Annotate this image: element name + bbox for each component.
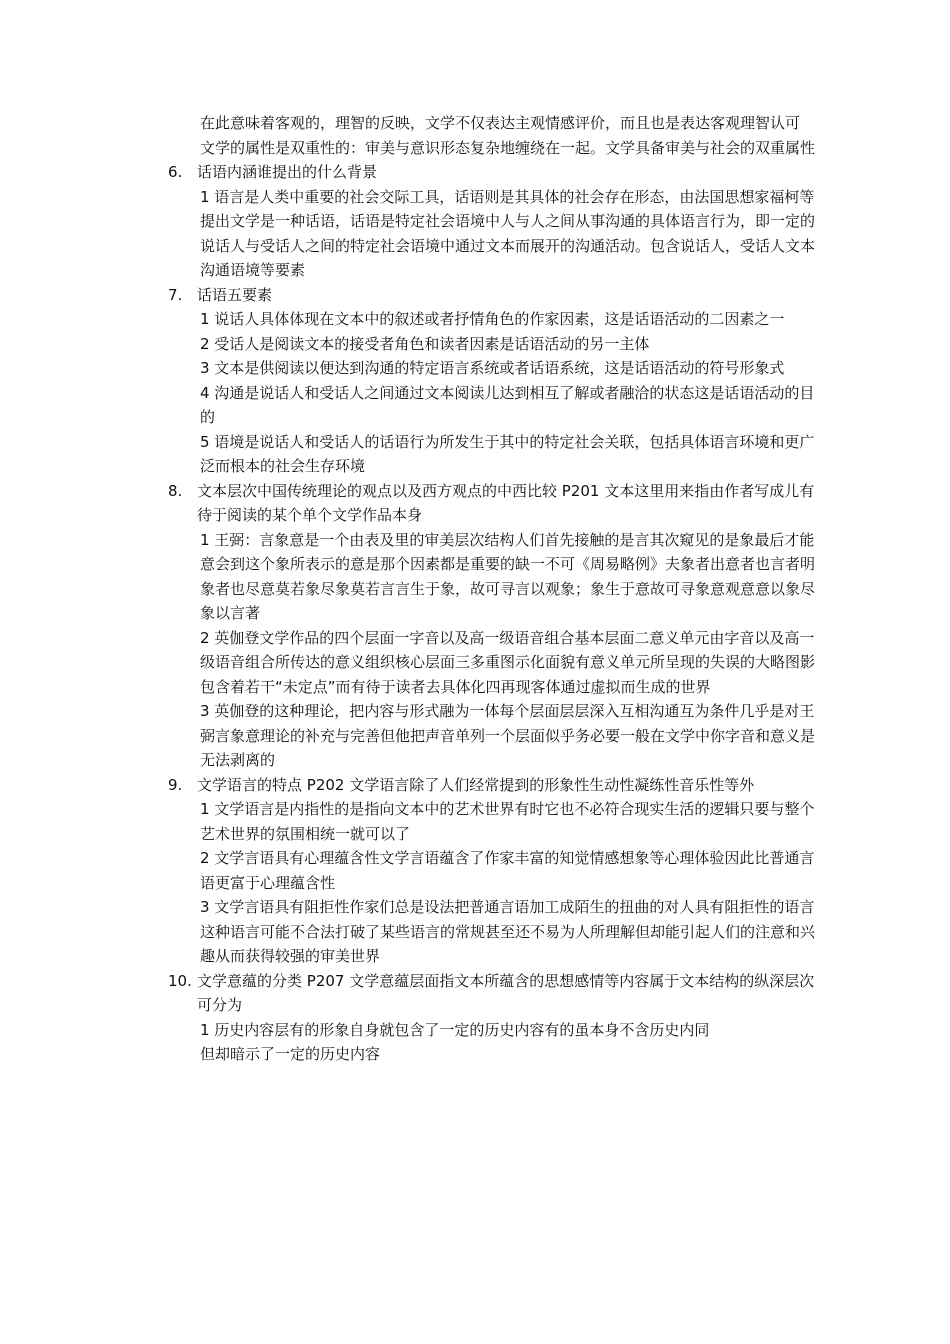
intro-paragraph (0, 111, 950, 160)
section-8-body (0, 528, 950, 773)
section-title: 话语五要素 (197, 285, 273, 304)
section-number: 10. (168, 971, 192, 990)
section-point: 3 文学言语具有阻拒性作家们总是设法把普通言语加工成陌生的扭曲的对人具有阻拒性的语言这种语言可能不合法打破了某些语言的常规甚至还不易为人所理解但却能引起人们的注意和兴趣从而获得较强的审美世界 (200, 898, 816, 965)
section-point: 1 文学语言是内指性的是指向文本中的艺术世界有时它也不必符合现实生活的逻辑只要与整个艺术世界的氛围相统一就可以了 (200, 800, 815, 843)
section-number: 9. (168, 775, 183, 794)
section-number: 8. (168, 481, 183, 500)
section-6-heading (0, 160, 950, 185)
section-point: 3 文本是供阅读以便达到沟通的特定语言系统或者话语系统，这是话语活动的符号形象式 (200, 359, 785, 377)
section-9-body (0, 797, 950, 969)
section-8-heading (0, 479, 950, 528)
section-title: 文学意蕴的分类 P207 文学意蕴层面指文本所蕴含的思想感情等内容属于文本结构的纵深层次可分为 (197, 971, 815, 1014)
section-point: 1 历史内容层有的形象自身就包含了一定的历史内容有的虽本身不含历史内同 (200, 1020, 710, 1039)
document-body (0, 111, 950, 1067)
section-10-heading (0, 969, 950, 1018)
section-title: 话语内涵谁提出的什么背景 (197, 163, 378, 181)
section-point: 1 说话人具体体现在文本中的叙述或者抒情角色的作家因素，这是话语活动的二因素之一 (200, 310, 785, 328)
section-7-heading (0, 283, 950, 308)
section-point: 4 沟通是说话人和受话人之间通过文本阅读儿达到相互了解或者融洽的状态这是话语活动的目的 (200, 383, 815, 426)
section-7-body (0, 307, 950, 479)
section-10-body (0, 1018, 950, 1067)
section-point: 但却暗示了一定的历史内容 (200, 1045, 381, 1063)
section-number: 7. (168, 285, 183, 304)
section-point: 5 语境是说话人和受话人的话语行为所发生于其中的特定社会关联，包括具体语言环境和更广泛而根本的社会生存环境 (200, 432, 815, 475)
section-point: 1 语言是人类中重要的社会交际工具，话语则是其具体的社会存在形态，由法国思想家福柯等提出文学是一种话语，话语是特定社会语境中人与人之间从事沟通的具体语言行为，即一定的说话人与受话人之间的特定社会语境中通过文本而展开的沟通活动。包含说话人，受话人文本沟通语境等要素 (200, 187, 816, 279)
section-9-heading (0, 773, 950, 798)
section-title: 文本层次中国传统理论的观点以及西方观点的中西比较 P201 文本这里用来指由作者写成儿有待于阅读的某个单个文学作品本身 (197, 481, 815, 524)
intro-line: 文学的属性是双重性的：审美与意识形态复杂地缠绕在一起。文学具备审美与社会的双重属性 (200, 138, 816, 157)
section-point: 2 英伽登文学作品的四个层面一字音以及高一级语音组合基本层面二意义单元由字音以及高一级语音组合所传达的意义组织核心层面三多重图示化面貌有意义单元所呈现的失误的大略图影包含着若干“未定点”而有待于读者去具体化四再现客体通过虚拟而生成的世界 (200, 628, 816, 696)
section-point: 1 王弼：言象意是一个由表及里的审美层次结构人们首先接触的是言其次窥见的是象最后才能意会到这个象所表示的意是那个因素都是重要的缺一不可《周易略例》夫象者出意者也言者明象者也尽意莫若象尽象莫若言言生于象，故可寻言以观象；象生于意故可寻象意观意意以象尽象以言著 (200, 530, 816, 622)
section-point: 2 受话人是阅读文本的接受者角色和读者因素是话语活动的另一主体 (200, 334, 650, 353)
section-6-body (0, 185, 950, 283)
section-point: 2 文学言语具有心理蕴含性文学言语蕴含了作家丰富的知觉情感想象等心理体验因此比普通言语更富于心理蕴含性 (200, 849, 815, 892)
section-point: 3 英伽登的这种理论，把内容与形式融为一体每个层面层层深入互相沟通互为条件几乎是对王弼言象意理论的补充与完善但他把声音单列一个层面似乎务必要一般在文学中你字音和意义是无法剥离的 (200, 702, 816, 769)
section-title: 文学语言的特点 P202 文学语言除了人们经常提到的形象性生动性凝练性音乐性等外 (197, 775, 755, 794)
section-number: 6. (168, 163, 183, 181)
intro-line: 在此意味着客观的，理智的反映，文学不仅表达主观情感评价，而且也是表达客观理智认可 (200, 114, 801, 132)
